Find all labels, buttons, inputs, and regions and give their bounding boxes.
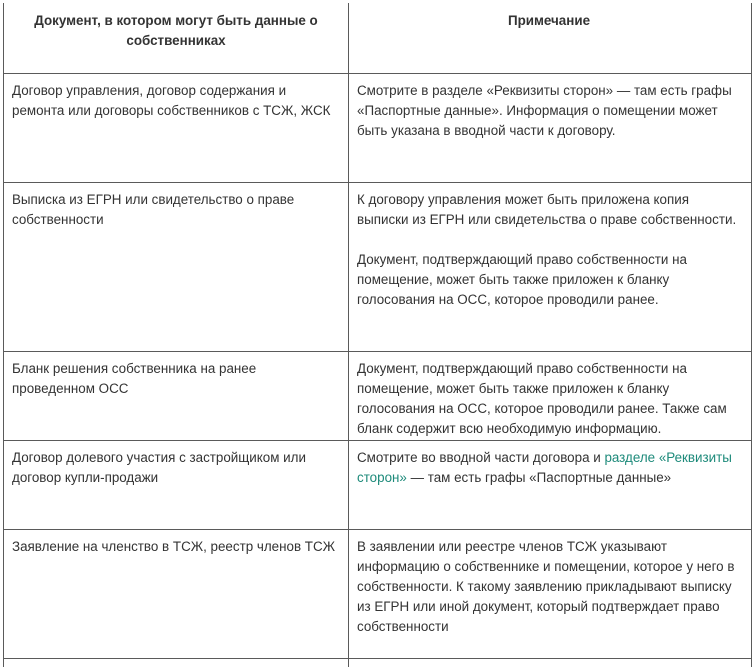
note-text: Документ, подтверждающий право собственности на помещение, может быть также приложен к бланку голосования на ОСС, которое проводили ранее. xyxy=(357,252,687,307)
note-cell xyxy=(349,659,749,667)
note-cell xyxy=(349,183,749,351)
note-text xyxy=(357,448,741,488)
header-note: Примечание xyxy=(507,13,591,28)
requisites-section-link[interactable]: разделе «Реквизиты сторон» xyxy=(357,450,732,485)
note-cell xyxy=(349,441,749,529)
note-cell xyxy=(349,352,749,440)
note-text: В заявлении или реестре членов ТСЖ указывают информацию о собственнике и помещении, которое у него в собственности. К такому заявлению прикладывают выписку из ЕГРН или иной документ, который подтверждает право собственности xyxy=(357,539,735,634)
note-text: Документ, подтверждающий право собственности на помещение, может быть также приложен к бланку голосования на ОСС, которое проводили ранее. Также сам бланк содержит всю необходимую информацию. xyxy=(357,361,727,436)
note-text-end: — там есть графы «Паспортные данные» xyxy=(406,470,672,485)
note-text: К договору управления может быть приложена копия выписки из ЕГРН или свидетельства о праве собственности. xyxy=(357,192,737,227)
table-header-row xyxy=(4,3,751,73)
note-text: Смотрите в разделе «Реквизиты сторон» — там есть графы «Паспортные данные». Информация о помещении может быть указана в вводной части к договору. xyxy=(357,83,732,138)
table-row xyxy=(4,73,751,182)
document-cell: Бланк решения собственника на ранее проведенном ОСС xyxy=(4,352,349,440)
header-document: Документ, в котором могут быть данные о собственниках xyxy=(4,3,349,73)
document-cell xyxy=(4,659,349,667)
table-row xyxy=(4,440,751,529)
table-row xyxy=(4,529,751,658)
owners-documents-table xyxy=(3,3,752,667)
table-row xyxy=(4,182,751,351)
document-cell: Договор долевого участия с застройщиком или договор купли-продажи xyxy=(4,441,349,529)
document-cell: Договор управления, договор содержания и ремонта или договоры собственников с ТСЖ, ЖСК xyxy=(4,74,349,182)
document-cell: Заявление на членство в ТСЖ, реестр членов ТСЖ xyxy=(4,530,349,658)
note-cell xyxy=(349,74,749,182)
note-text-start: Смотрите во вводной части договора и xyxy=(357,450,605,465)
table-row-partial xyxy=(4,658,751,667)
note-cell xyxy=(349,530,749,658)
document-cell: Выписка из ЕГРН или свидетельство о праве собственности xyxy=(4,183,349,351)
table-row xyxy=(4,351,751,440)
